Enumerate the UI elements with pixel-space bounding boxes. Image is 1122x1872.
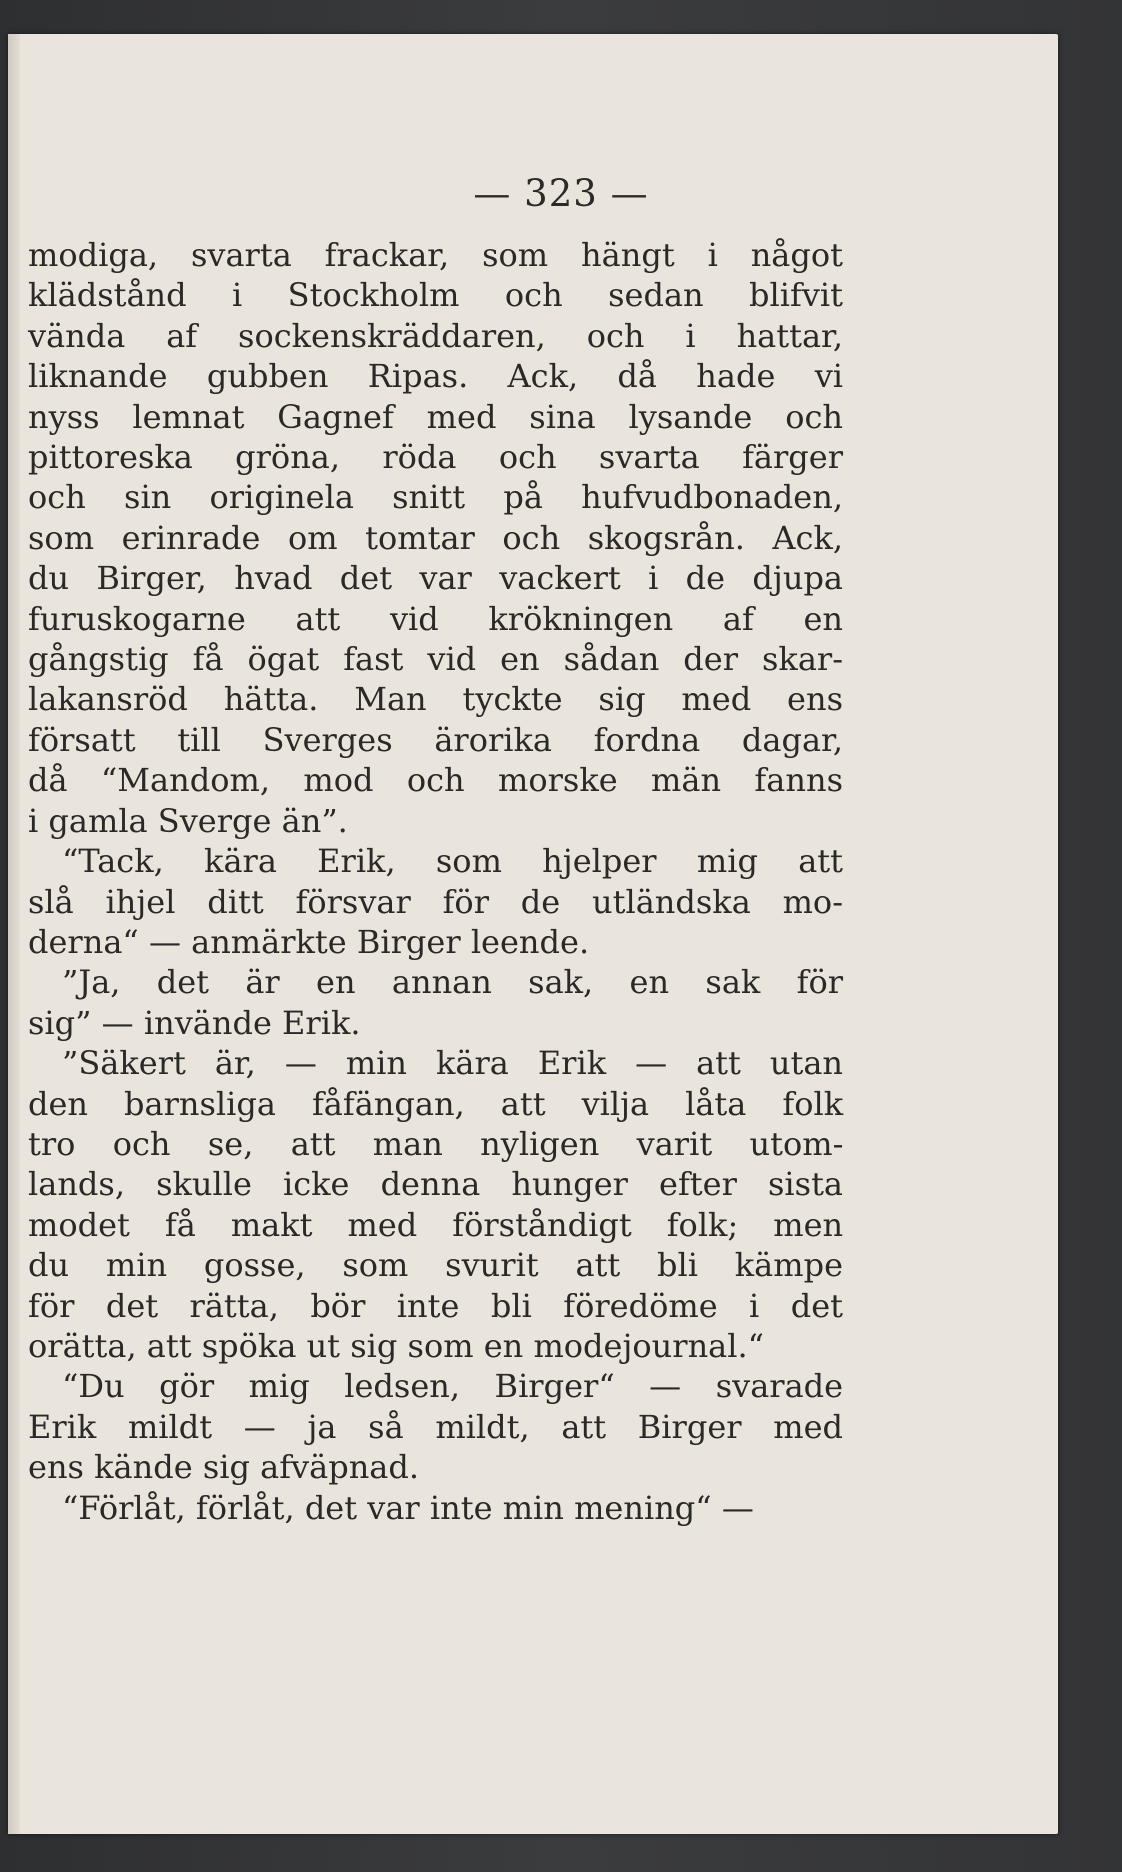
text-line: ens kände sig afväpnad. <box>28 1448 420 1487</box>
text-line: för det rätta, bör inte bli föredöme i det <box>28 1286 843 1325</box>
text-line: furuskogarne att vid krökningen af en <box>28 599 843 638</box>
text-line: du min gosse, som svurit att bli kämpe <box>28 1246 843 1285</box>
text-line: den barnsliga fåfängan, att vilja låta folk <box>28 1084 844 1123</box>
text-line: vända af sockenskräddaren, och i hattar, <box>28 316 843 355</box>
text-line: lakansröd hätta. Man tyckte sig med ens <box>28 680 843 719</box>
text-line: orätta, att spöka ut sig som en modejournal.“ <box>28 1326 765 1365</box>
text-line: liknande gubben Ripas. Ack, då hade vi <box>28 357 843 396</box>
text-line: lands, skulle icke denna hunger efter sista <box>28 1165 843 1204</box>
body-text <box>28 235 843 1528</box>
text-line: “Förlåt, förlåt, det var inte min mening“ — <box>62 1488 754 1527</box>
text-line: tro och se, att man nyligen varit utom- <box>28 1124 844 1163</box>
text-line: pittoreska gröna, röda och svarta färger <box>28 438 843 477</box>
text-line: Erik mildt — ja så mildt, att Birger med <box>28 1407 843 1446</box>
text-line: ”Ja, det är en annan sak, en sak för <box>62 963 843 1002</box>
text-line: nyss lemnat Gagnef med sina lysande och <box>28 397 843 436</box>
text-line: slå ihjel ditt försvar för de utländska mo- <box>28 882 843 921</box>
text-line: gångstig få ögat fast vid en sådan der skar- <box>28 640 843 679</box>
text-line: du Birger, hvad det var vackert i de djupa <box>28 559 843 598</box>
text-line: sig” — invände Erik. <box>28 1003 361 1042</box>
page-number: — 323 — <box>473 172 649 215</box>
text-line: klädstånd i Stockholm och sedan blifvit <box>28 276 843 315</box>
text-line: “Tack, kära Erik, som hjelper mig att <box>62 842 843 881</box>
text-line: modet få makt med förståndigt folk; men <box>28 1205 844 1244</box>
text-line: “Du gör mig ledsen, Birger“ — svarade <box>62 1367 844 1406</box>
text-line: ”Säkert är, — min kära Erik — att utan <box>62 1044 843 1083</box>
page-binding-edge <box>8 34 20 1834</box>
text-line: i gamla Sverge än”. <box>28 801 348 840</box>
text-line: derna“ — anmärkte Birger leende. <box>28 922 590 961</box>
text-line: då “Mandom, mod och morske män fanns <box>28 761 843 800</box>
text-line: modiga, svarta frackar, som hängt i något <box>28 236 843 274</box>
text-line: och sin originela snitt på hufvudbonaden, <box>28 478 843 517</box>
text-line: försatt till Sverges ärorika fordna dagar, <box>28 720 843 759</box>
text-line: som erinrade om tomtar och skogsrån. Ack, <box>28 518 843 557</box>
